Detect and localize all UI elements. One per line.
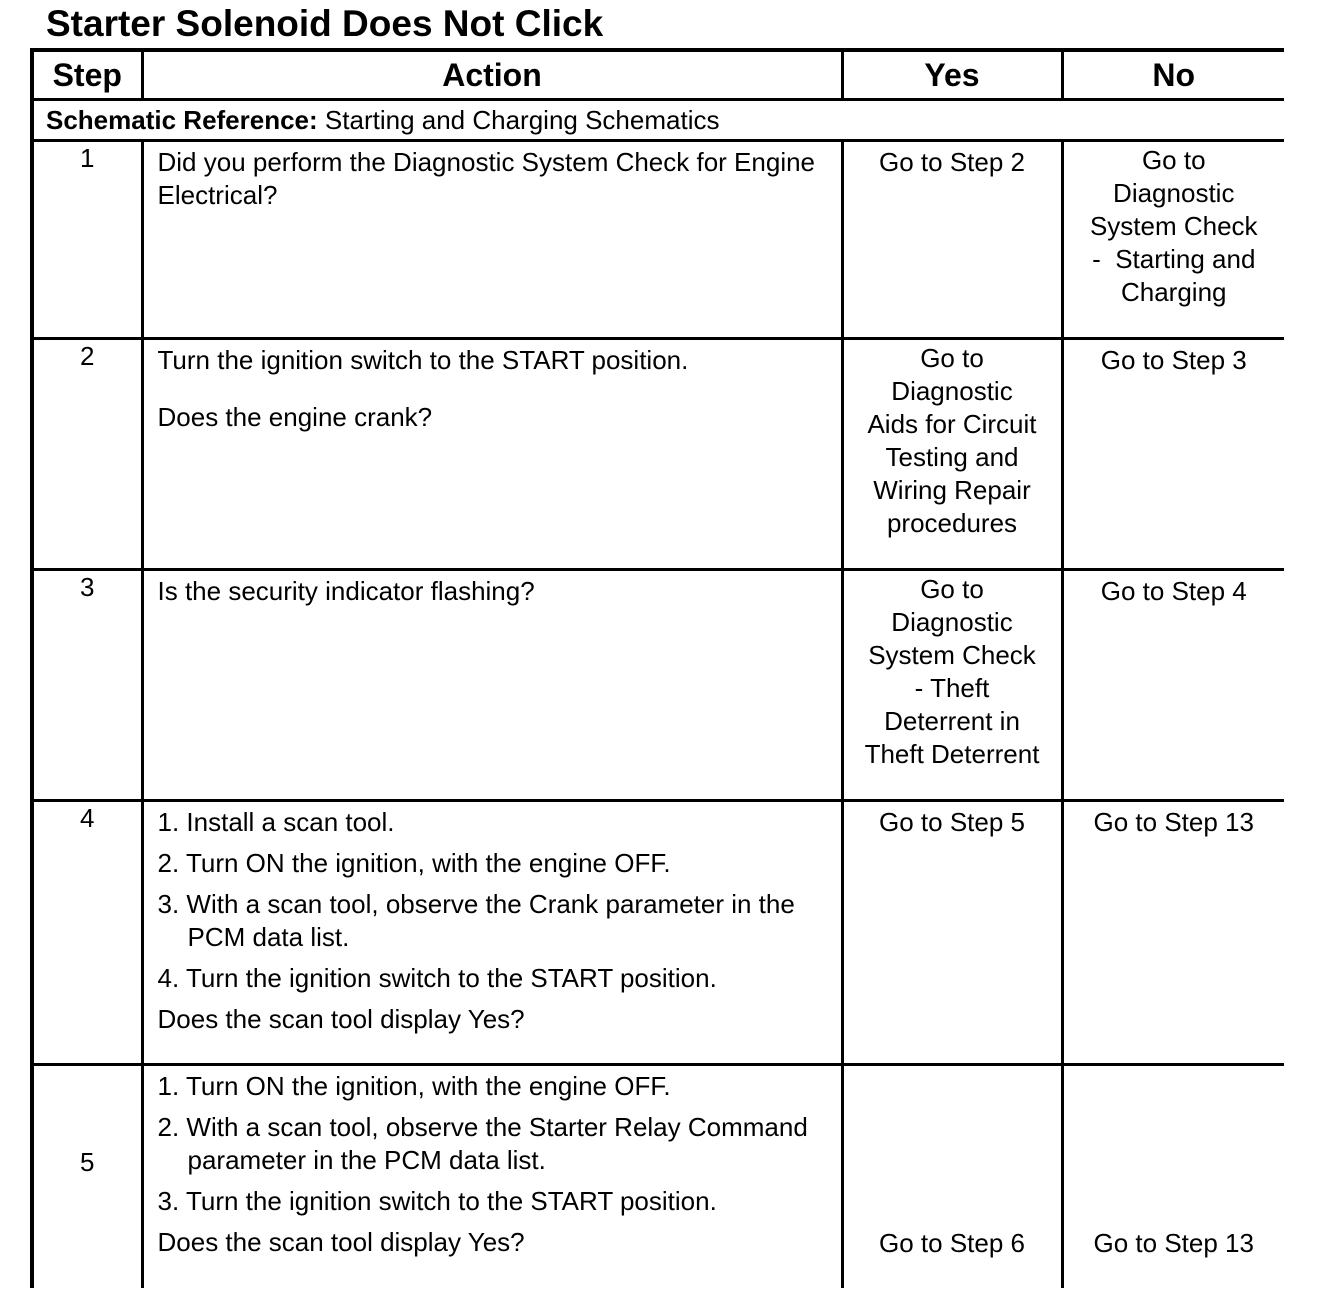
no-line: System Check [1089, 211, 1258, 241]
column-header-step: Step [32, 50, 142, 100]
yes-line: Aids for Circuit [867, 409, 1037, 439]
action-cell [142, 141, 842, 339]
diagnostic-table [30, 48, 1284, 1288]
yes-line: Diagnostic [891, 607, 1013, 637]
table-row [32, 339, 1284, 570]
table-row [32, 141, 1284, 339]
yes-line: Deterrent in [884, 706, 1020, 736]
page-title: Starter Solenoid Does Not Click [46, 3, 604, 44]
yes-cell: Go to Step 2 [842, 141, 1062, 339]
column-header-action: Action [142, 50, 842, 100]
action-step: 3. With a scan tool, observe the Crank parameter in the PCM data list. [157, 889, 795, 952]
diagnostic-table-container [30, 48, 1284, 1288]
no-cell [1062, 1065, 1284, 1289]
action-step: 1. Turn ON the ignition, with the engine OFF. [157, 1071, 671, 1101]
yes-line: Diagnostic [891, 376, 1013, 406]
action-step: 1. Install a scan tool. [157, 807, 395, 837]
no-cell: Go to Step 3 [1062, 339, 1284, 570]
no-line: Diagnostic [1113, 178, 1235, 208]
schematic-reference-row [32, 100, 1284, 141]
action-step: 2. With a scan tool, observe the Starter Relay Command parameter in the PCM data list. [157, 1112, 808, 1175]
yes-line: Go to [920, 343, 984, 373]
action-question: Does the engine crank? [157, 402, 433, 432]
step-number: 4 [32, 801, 142, 1065]
action-cell [142, 570, 842, 801]
action-question: Does the scan tool display Yes? [157, 1004, 525, 1034]
column-header-no: No [1062, 50, 1284, 100]
yes-cell [842, 1065, 1062, 1289]
schematic-reference [32, 100, 1284, 141]
column-header-yes: Yes [842, 50, 1062, 100]
no-line: Charging [1120, 277, 1227, 307]
schematic-reference-value: Starting and Charging Schematics [324, 104, 720, 135]
action-question: Does the scan tool display Yes? [157, 1227, 525, 1257]
header-row [32, 50, 1284, 100]
yes-cell [842, 570, 1062, 801]
action-step: 4. Turn the ignition switch to the START position. [157, 963, 717, 993]
action-cell [142, 339, 842, 570]
yes-line: Go to [920, 574, 984, 604]
yes-line: System Check [868, 640, 1036, 670]
yes-line: Theft Deterrent [864, 739, 1040, 769]
yes-cell: Go to Step 5 [842, 801, 1062, 1065]
step-number: 2 [32, 339, 142, 570]
action-step: 2. Turn ON the ignition, with the engine OFF. [157, 848, 671, 878]
yes-line: procedures [886, 508, 1018, 538]
table-row [32, 801, 1284, 1065]
step-number: 1 [32, 141, 142, 339]
action-steps-list [158, 1070, 829, 1218]
yes-line: Testing and [885, 442, 1019, 472]
yes-line: - Theft [914, 673, 990, 703]
no-cell [1062, 141, 1284, 339]
action-text: Is the security indicator flashing? [157, 576, 535, 606]
step-number: 3 [32, 570, 142, 801]
table-row [32, 570, 1284, 801]
no-cell: Go to Step 13 [1062, 801, 1284, 1065]
table-row [32, 1065, 1284, 1289]
no-line: Go to [1141, 145, 1206, 175]
yes-line: Wiring Repair [873, 475, 1031, 505]
no-cell: Go to Step 4 [1062, 570, 1284, 801]
no-text: Go to Step 13 [1093, 1228, 1254, 1258]
action-text: Turn the ignition switch to the START position. [157, 345, 689, 375]
yes-cell [842, 339, 1062, 570]
step-number: 5 [32, 1065, 142, 1289]
action-cell [142, 1065, 842, 1289]
action-step: 3. Turn the ignition switch to the START position. [157, 1186, 717, 1216]
action-steps-list [158, 806, 829, 995]
action-cell [142, 801, 842, 1065]
no-line: - Starting and [1092, 244, 1256, 274]
schematic-reference-label: Schematic Reference: [46, 104, 318, 135]
action-text: Did you perform the Diagnostic System Check for Engine Electrical? [157, 147, 816, 210]
yes-text: Go to Step 6 [879, 1228, 1025, 1258]
